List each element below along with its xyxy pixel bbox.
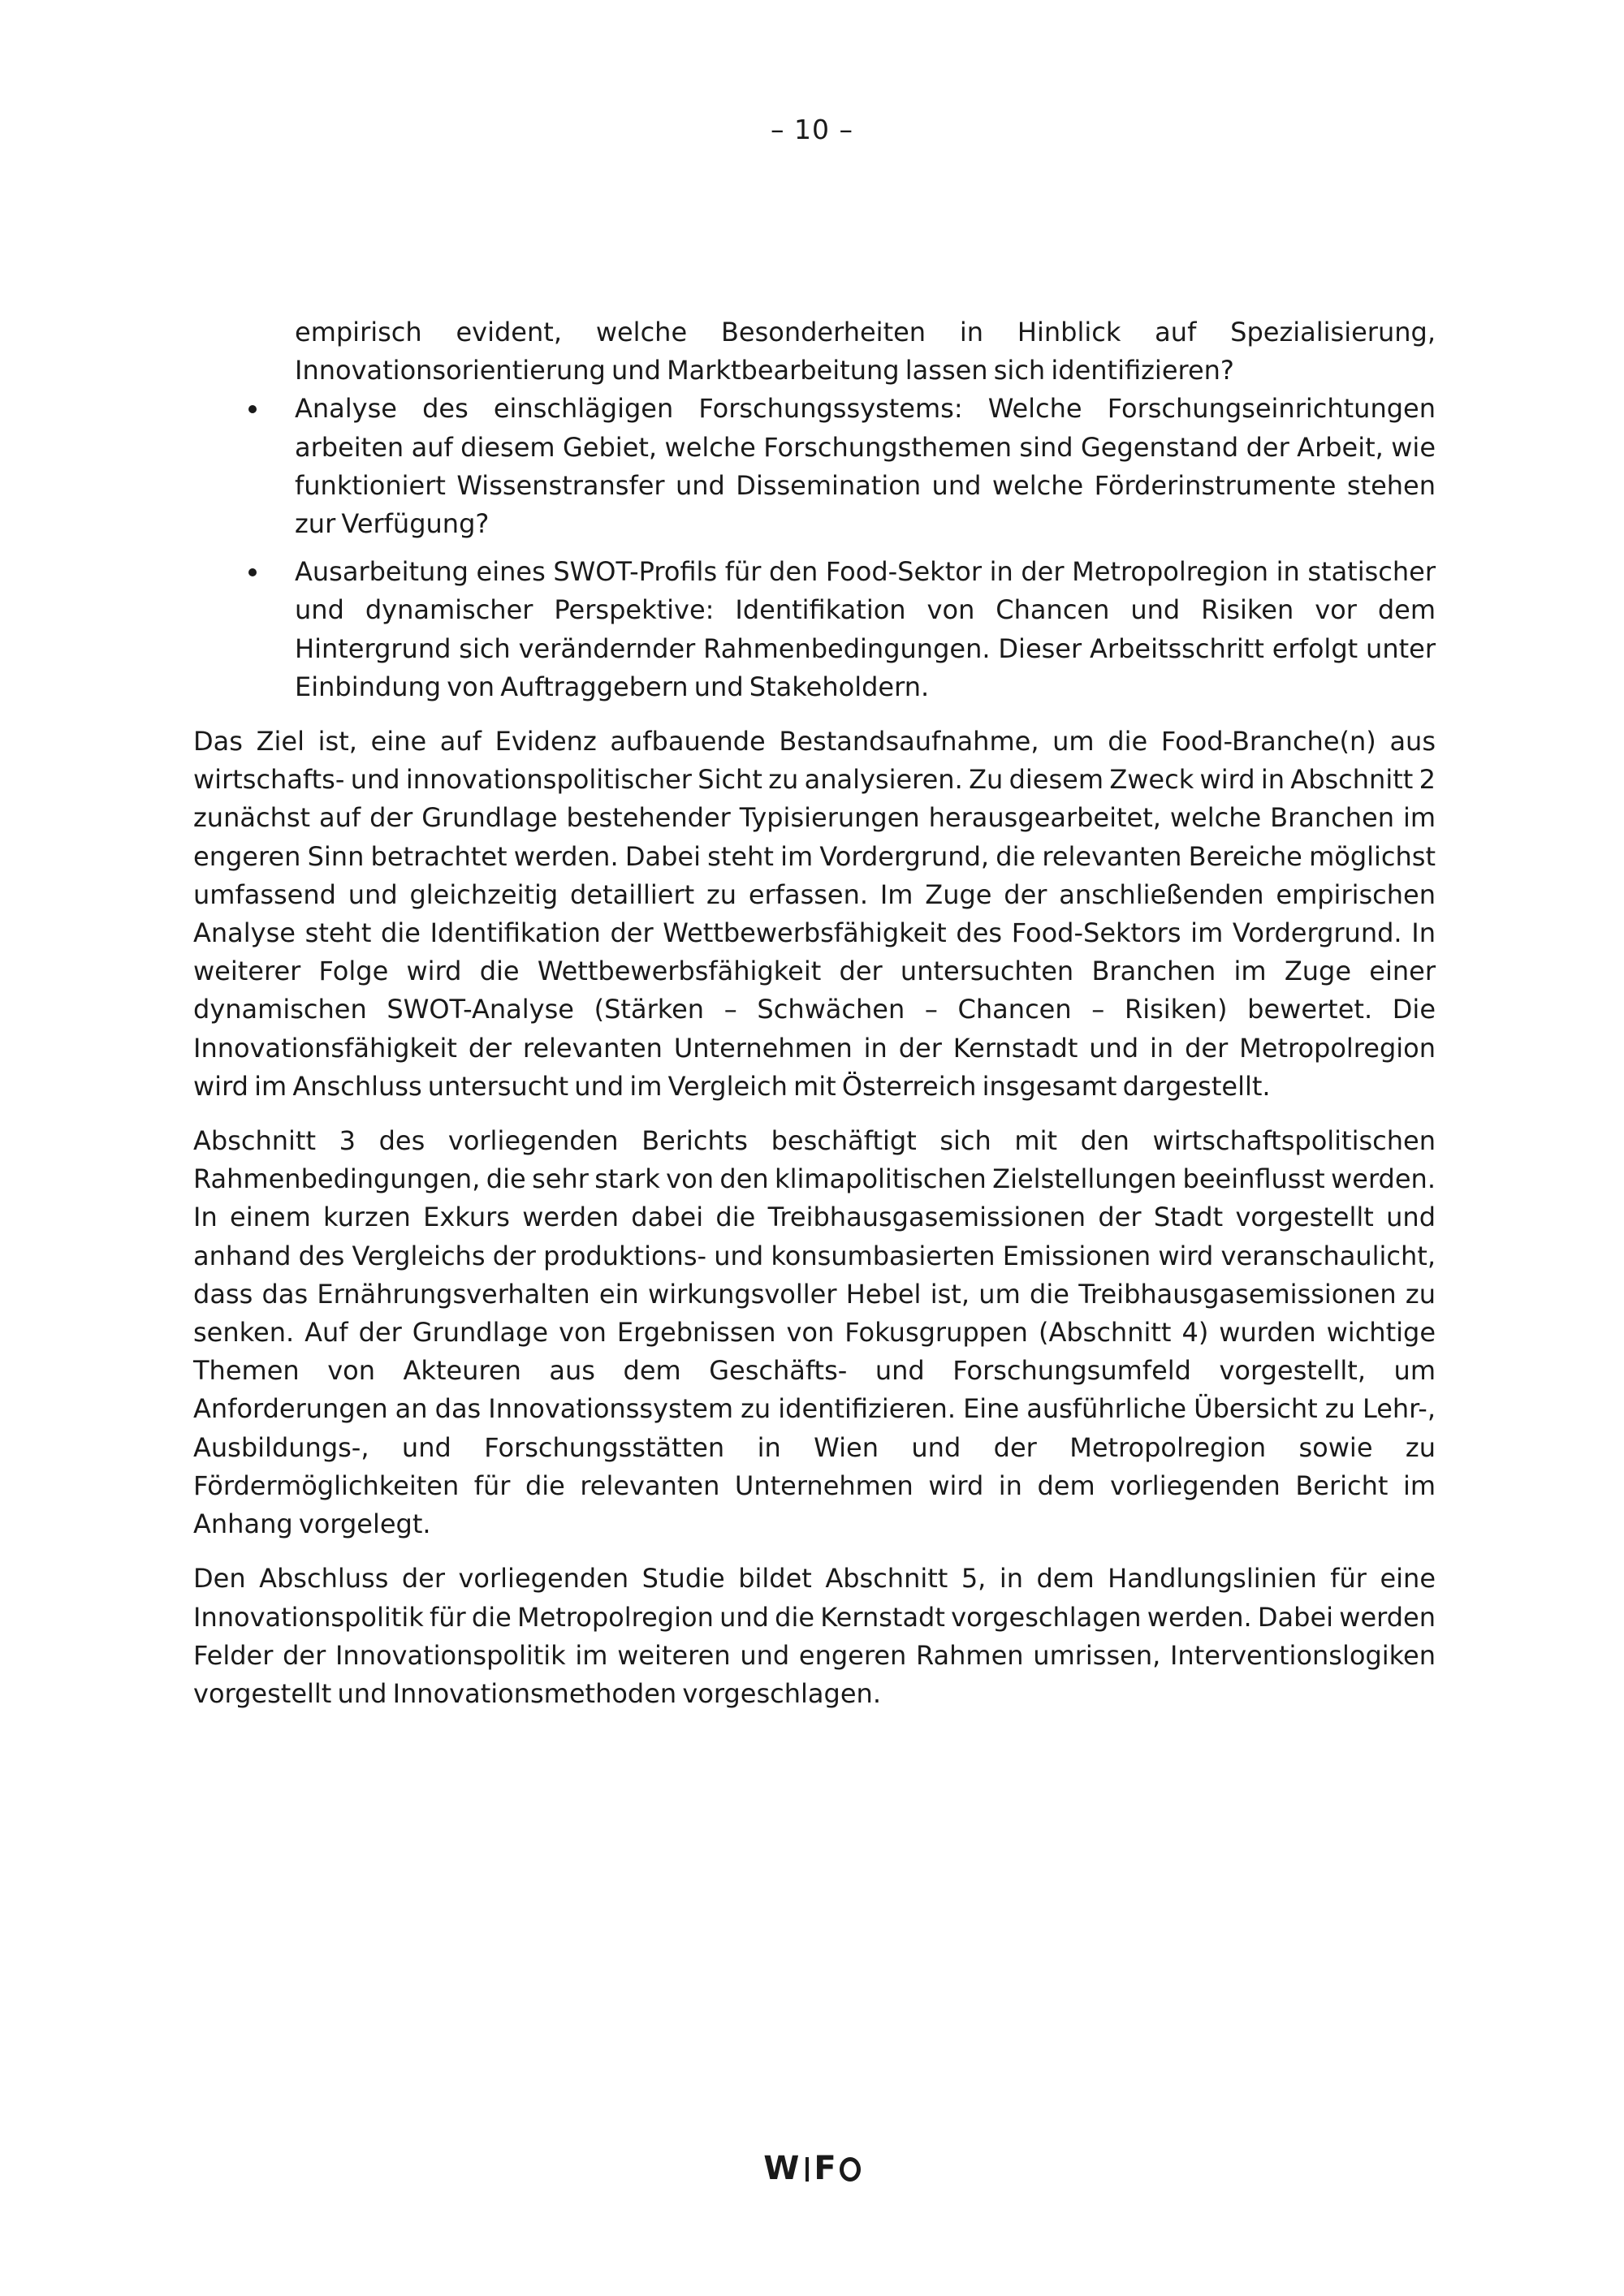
bullet-icon (248, 568, 257, 576)
logo-i-bar (806, 2157, 809, 2182)
list-item (193, 553, 1436, 706)
logo-letter-w: W (763, 2150, 801, 2187)
list-item-text: Analyse des einschlägigen Forschungssystems: Welche Forschungseinrichtungen arbeiten auf diesem Gebiet, welche Forschungsthemen sind Gegenstand der Arbeit, wie funktioniert Wissenstransfer und Dissemination und welche Förderinstrumente stehen zur Verfügung? (295, 393, 1436, 540)
list-item (193, 390, 1436, 543)
bullet-list (193, 390, 1436, 706)
paragraph: Abschnitt 3 des vorliegenden Berichts beschäftigt sich mit den wirtschaftspolitischen Rahmenbedingungen, die sehr stark von den klimapolitischen Zielstellungen beeinflusst werden. In einem kurzen Exkurs werden dabei die Treibhausgasemissionen der Stadt vorgestellt und anhand des Vergleichs der produktions- und konsumbasierten Emissionen wird veranschaulicht, dass das Ernährungsverhalten ein wirkungsvoller Hebel ist, um die Treibhausgasemissionen zu senken. Auf der Grundlage von Ergebnissen von Fokusgruppen (Abschnitt 4) wurden wichtige Themen von Akteuren aus dem Geschäfts- und Forschungsumfeld vorgestellt, um Anforderungen an das Innovationssystem zu identifizieren. Eine ausführliche Übersicht zu Lehr-, Ausbildungs-, und Forschungsstätten in Wien und der Metropolregion sowie zu Fördermöglichkeiten für die relevanten Unternehmen wird in dem vorliegenden Bericht im Anhang vorgelegt. (193, 1125, 1436, 1540)
logo-o-ring-icon (840, 2157, 861, 2182)
wifo-logo (0, 2150, 1624, 2187)
list-item-text: Ausarbeitung eines SWOT-Profils für den Food-Sektor in der Metropolregion in statischer und dynamischer Perspektive: Identifikation von Chancen und Risiken vor dem Hintergrund sich verändernder Rahmenbedingungen. Dieser Arbeitsschritt erfolgt unter Einbindung von Auftraggebern und Stakeholdern. (295, 556, 1436, 702)
page-number: – 10 – (771, 114, 853, 145)
document-body (193, 313, 1436, 1729)
paragraph: Den Abschluss der vorliegenden Studie bildet Abschnitt 5, in dem Handlungslinien für eine Innovationspolitik für die Metropolregion und die Kernstadt vorgeschlagen werden. Dabei werden Felder der Innovationspolitik im weiteren und engeren Rahmen umrissen, Interventionslogiken vorgestellt und Innovationsmethoden vorgeschlagen. (193, 1563, 1436, 1709)
logo-letter-f: F (814, 2150, 838, 2187)
paragraph: Das Ziel ist, eine auf Evidenz aufbauende Bestandsaufnahme, um die Food-Branche(n) aus wirtschafts- und innovationspolitischer Sicht zu analysieren. Zu diesem Zweck wird in Abschnitt 2 zunächst auf der Grundlage bestehender Typisierungen herausgearbeitet, welche Branchen im engeren Sinn betrachtet werden. Dabei steht im Vordergrund, die relevanten Bereiche möglichst umfassend und gleichzeitig detailliert zu erfassen. Im Zuge der anschließenden empirischen Analyse steht die Identifikation der Wettbewerbsfähigkeit des Food-Sektors im Vordergrund. In weiterer Folge wird die Wettbewerbsfähigkeit der untersuchten Branchen im Zuge einer dynamischen SWOT-Analyse (Stärken – Schwächen – Chancen – Risiken) bewertet. Die Innovationsfähigkeit der relevanten Unternehmen in der Kernstadt und in der Metropolregion wird im Anschluss untersucht und im Vergleich mit Österreich insgesamt dargestellt. (193, 726, 1436, 1102)
bullet-icon (248, 405, 257, 413)
continuation-text: empirisch evident, welche Besonderheiten in Hinblick auf Spezialisierung, Innovationsorientierung und Marktbearbeitung lassen sich identifizieren? (295, 317, 1436, 386)
